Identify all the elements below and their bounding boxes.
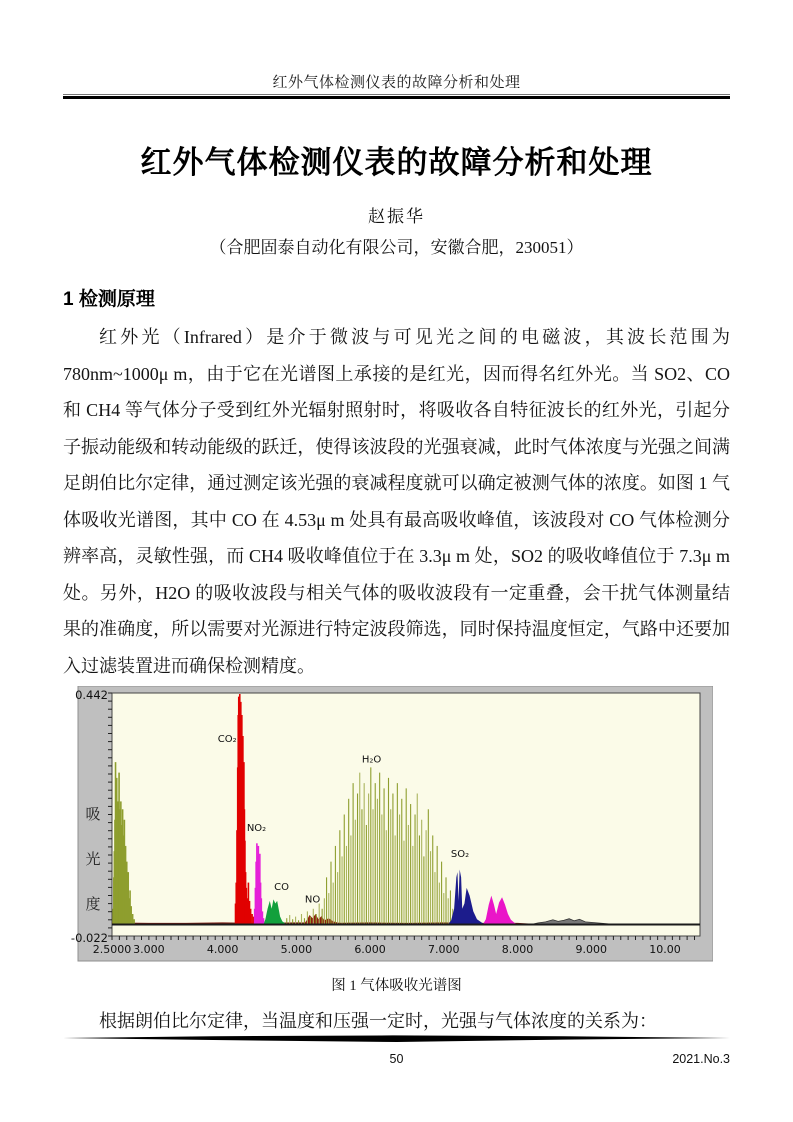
- body-paragraph-2: 根据朗伯比尔定律，当温度和压强一定时，光强与气体浓度的关系为：: [99, 1011, 657, 1031]
- header-rule: [63, 94, 730, 99]
- svg-text:10.00: 10.00: [649, 943, 681, 956]
- page-number: 50: [389, 1052, 404, 1066]
- footer-rule: [63, 1035, 730, 1043]
- svg-text:CO₂: CO₂: [217, 733, 237, 745]
- figure-caption: 图 1 气体吸收光谱图: [331, 978, 462, 994]
- svg-text:NO₂: NO₂: [246, 822, 267, 834]
- svg-text:6.000: 6.000: [354, 943, 386, 956]
- absorption-spectrum-svg: [63, 686, 713, 964]
- svg-text:吸: 吸: [85, 805, 101, 823]
- svg-text:2.5000: 2.5000: [92, 943, 132, 956]
- page-footer: [63, 1030, 730, 1070]
- svg-text:8.000: 8.000: [501, 943, 534, 956]
- svg-text:0.442: 0.442: [75, 688, 108, 702]
- figure-1: [63, 686, 730, 995]
- svg-text:3.000: 3.000: [133, 943, 165, 956]
- svg-text:SO₂: SO₂: [450, 849, 470, 861]
- svg-text:5.000: 5.000: [280, 943, 313, 956]
- svg-text:CO: CO: [274, 882, 290, 894]
- svg-text:-0.022: -0.022: [70, 931, 108, 945]
- footer-row: [63, 1052, 730, 1070]
- svg-text:4.000: 4.000: [206, 943, 239, 956]
- author-name: 赵振华: [368, 207, 425, 226]
- svg-text:度: 度: [85, 895, 101, 913]
- page-title: 红外气体检测仪表的故障分析和处理: [140, 145, 653, 180]
- section-heading-1: 1 检测原理: [63, 289, 155, 310]
- svg-text:9.000: 9.000: [575, 943, 608, 956]
- svg-text:H₂O: H₂O: [361, 754, 382, 766]
- svg-text:7.000: 7.000: [428, 943, 460, 956]
- body-paragraph-1: 红外光（Infrared）是介于微波与可见光之间的电磁波，其波长范围为780nm~1000μ m，由于它在光谱图上承接的是红光，因而得名红外光。当 SO2、CO 和 CH4 等气体分子受到红外光辐射照射时，将吸收各自特征波长的红外光，引起分子振动能级和转动能级的跃迁，使得该波段的光强衰减，此时气体浓度与光强之间满足朗伯比尔定律，通过测定该光强的衰减程度就可以确定被测气体的浓度。如图 1 气体吸收光谱图，其中 CO 在 4.53μ m 处具有最高吸收峰值，该波段对 CO 气体检测分辨率高，灵敏性强，而 CH4 吸收峰值位于在 3.3μ m 处，SO2 的吸收峰值位于 7.3μ m 处。另外，H2O 的吸收波段与相关气体的吸收波段有一定重叠，会干扰气体测量结果的准确度，所以需要对光源进行特定波段筛选，同时保持温度恒定，气路中还要加入过滤装置进而确保检测精度。: [63, 327, 730, 676]
- svg-text:NO: NO: [304, 894, 321, 906]
- author-affiliation: （合肥固泰自动化有限公司，安徽合肥，230051）: [209, 238, 584, 257]
- page-content: [63, 0, 730, 1040]
- svg-text:光: 光: [85, 850, 101, 868]
- running-head: 红外气体检测仪表的故障分析和处理: [272, 75, 521, 91]
- issue-number: 2021.No.3: [672, 1052, 730, 1066]
